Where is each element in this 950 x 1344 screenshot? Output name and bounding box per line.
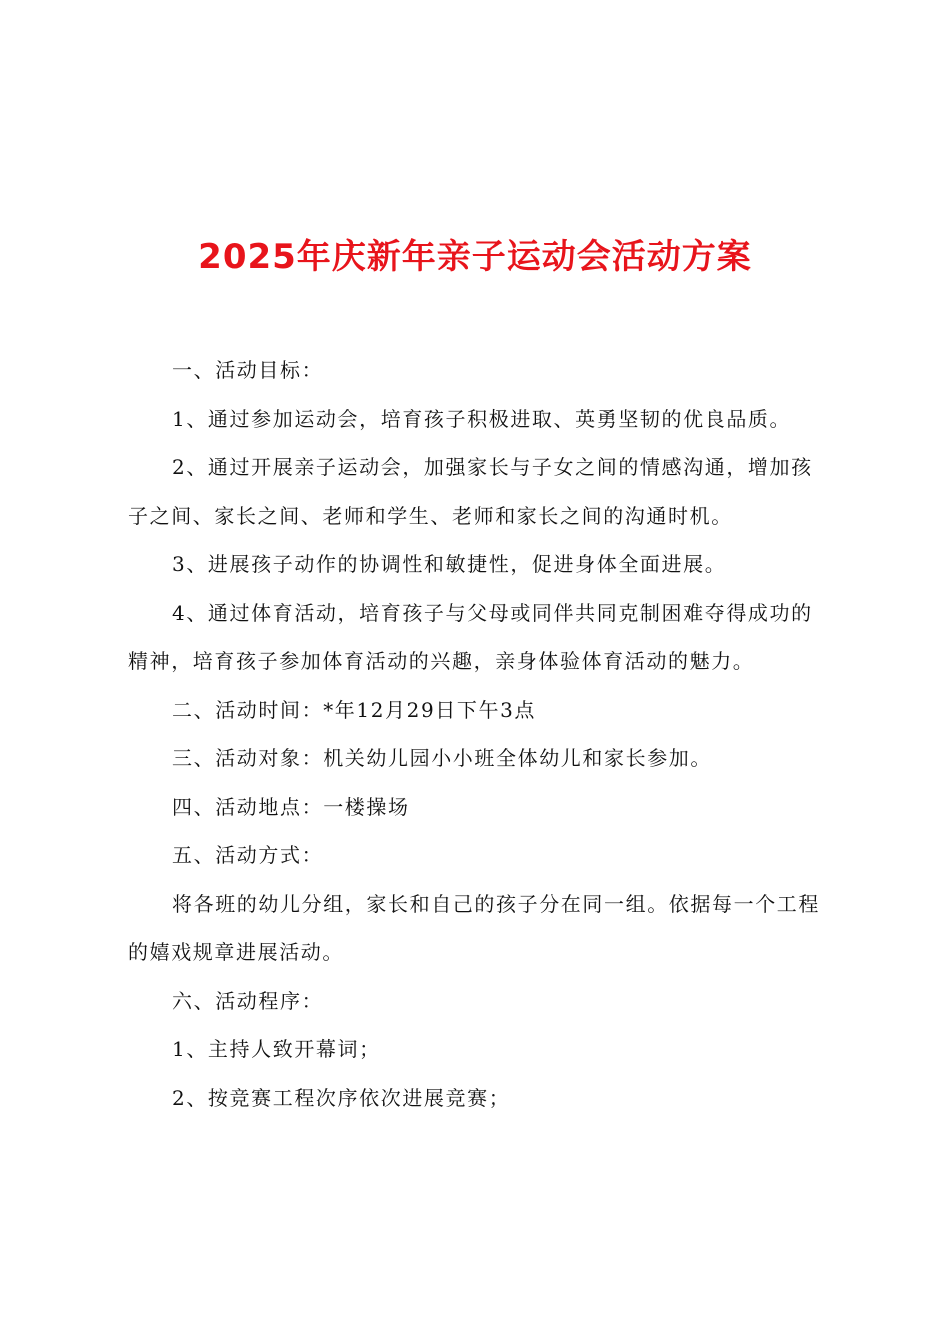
document-body — [128, 346, 832, 1122]
paragraph-participants: 三、活动对象：机关幼儿园小小班全体幼儿和家长参加。 — [172, 746, 712, 770]
paragraph-section-6-heading: 六、活动程序： — [172, 988, 324, 1013]
paragraph-method: 将各班的幼儿分组，家长和自己的孩子分在同一组。依据每一个工程的嬉戏规章进展活动。 — [128, 891, 820, 964]
paragraph-procedure-2: 2、按竞赛工程次序依次进展竞赛； — [172, 1085, 511, 1110]
paragraph-goal-1: 1、通过参加运动会，培育孩子积极进取、英勇坚韧的优良品质。 — [172, 406, 792, 431]
paragraph-section-1-heading: 一、活动目标： — [172, 358, 324, 382]
paragraph-procedure-1: 1、主持人致开幕词； — [172, 1037, 381, 1061]
document-title: 2025年庆新年亲子运动会活动方案 — [198, 236, 752, 277]
paragraph-goal-4: 4、通过体育活动，培育孩子与父母或同伴共同克制困难夺得成功的精神，培育孩子参加体育活动的兴趣，亲身体验体育活动的魅力。 — [128, 600, 813, 673]
paragraph-section-5-heading: 五、活动方式： — [172, 843, 324, 867]
paragraph-goal-3: 3、进展孩子动作的协调性和敏捷性，促进身体全面进展。 — [172, 552, 727, 576]
paragraph-time: 二、活动时间：*年12月29日下午3点 — [172, 697, 537, 722]
paragraph-location: 四、活动地点：一楼操场 — [172, 794, 410, 819]
paragraph-goal-2: 2、通过开展亲子运动会，加强家长与子女之间的情感沟通，增加孩子之间、家长之间、老师和学生、老师和家长之间的沟通时机。 — [128, 455, 813, 528]
